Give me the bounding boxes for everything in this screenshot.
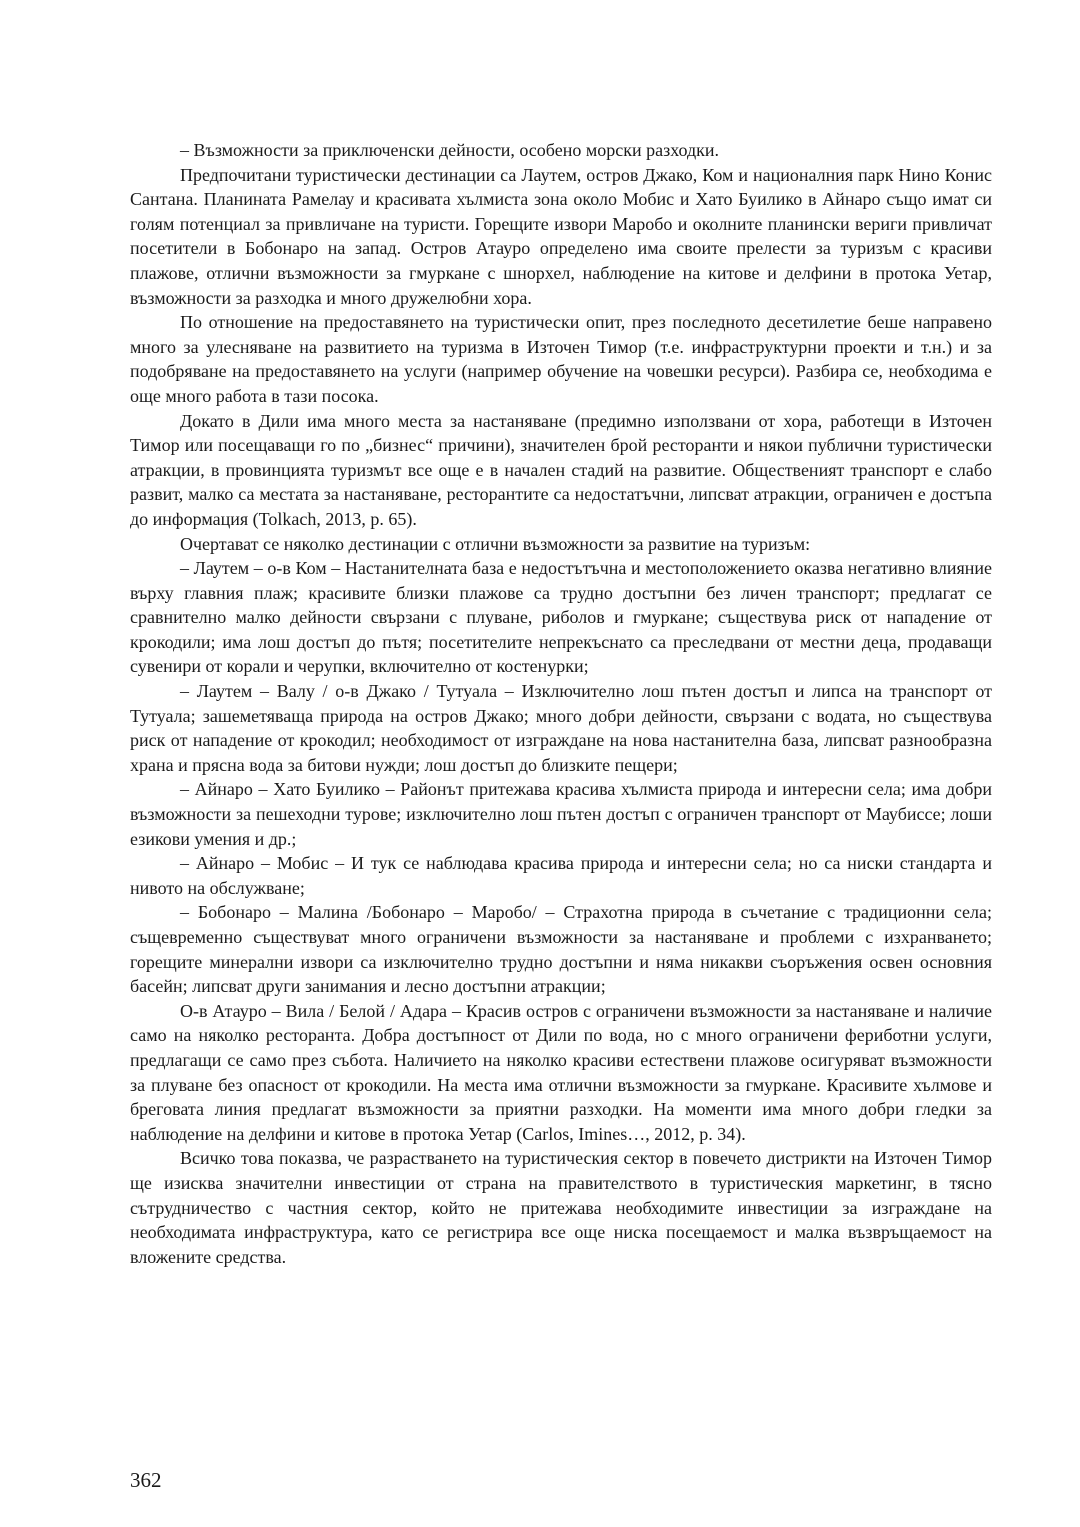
list-item-bobonaro-maliana: – Бобонаро – Малина /Бобонаро – Маробо/ – Страхотна природа в съчетание с традиционни села; същевременно съществуват много ограничени възможности за настаняване и проблеми с изхранването; горещите минерални извори са изключително трудно достъпни и няма никакви съоръжения освен основния басейн; липсват други занимания и лесно достъпни атракции; xyxy=(130,902,992,997)
paragraph-tourism-experience: По отношение на предоставянето на туристически опит, през последното десетилетие беше направено много за улесняване на развитието на туризма в Източен Тимор (т.е. инфраструктурни проекти и т.н.) и за подобряване на предоставянето на услуги (например обучение на човешки ресурси). Разбира се, необходима е още много работа в тази посока. xyxy=(130,312,992,406)
paragraph-dili-accommodation: Докато в Дили има много места за настаняване (предимно използвани от хора, работещи в Източен Тимор или посещаващи го по „бизнес“ причини), значителен брой ресторанти и някои публични туристически атракции, в провинцията туризмът все още е в начален стадий на развитие. Общественият транспорт е слабо развит, малко са местата за настаняване, ресторантите са недостатъчни, липсват атракции, ограничен е достъпа до информация (Tolkach, 2013, p. 65). xyxy=(130,410,992,529)
paragraph-atauro: О-в Атауро – Вила / Белой / Адара – Красив остров с ограничени възможности за настаняване и наличие само на няколко ресторанта. Добра достъпност от Дили по вода, но с много ограничени фериботни услуги, предлагащи се само през събота. Наличието на няколко красиви естествени плажове осигуряват възможности за плуване без опасност от крокодили. На места има отлични възможности за гмуркане. Красивите хълмове и бреговата линия предлагат възможности за приятни разходки. На моменти има много добри гледки за наблюдение на делфини и китове в протока Уетар (Carlos, Imines…, 2012, p. 34). xyxy=(130,1000,992,1144)
paragraph-adventure-activities: – Възможности за приключенски дейности, особено морски разходки. xyxy=(180,140,720,160)
page-number: 362 xyxy=(130,1468,162,1492)
list-item-ainaro-mobis: – Айнаро – Мобис – И тук се наблюдава красива природа и интересни села; но са ниски стандарта и нивото на обслужване; xyxy=(130,853,992,898)
list-item-lautem-kom: – Лаутем – о-в Ком – Настанителната база е недостътъчна и местоположението оказва негативно влияние върху главния плаж; красивите близки плажове са трудно достъпни без личен транспорт; предлагат се сравнително малко дейности свързани с плуване, риболов и гмуркане; съществува риск от нападение от крокодили; има лош достъп до пътя; посетителите непрекъснато са преследвани от местни деца, продаващи сувенири от корали и черупки, включително от костенурки; xyxy=(130,558,992,677)
list-item-lautem-jaco: – Лаутем – Валу / о-в Джако / Тутуала – Изключително лош пътен достъп и липса на транспорт от Тутуала; зашеметяваща природа на остров Джако; много добри дейности, свързани с водата, но съществува риск от нападение от крокодил; необходимост от изграждане на нова настанителна база, липсват разнообразна храна и прясна вода за битови нужди; лош достъп до близките пещери; xyxy=(130,681,992,775)
paragraph-preferred-destinations: Предпочитани туристически дестинации са Лаутем, остров Джако, Ком и националния парк Нино Конис Сантана. Планината Рамелау и красивата хълмиста зона около Мобис и Хато Буилико в Айнаро също имат си голям потенциал за привличане на туристи. Горещите извори Маробо и околните планински вериги привличат посетители в Бобонаро на запад. Остров Атауро определено има своите прелести за туризъм с красиви плажове, отлични възможности за гмуркане с шнорхел, наблюдение на китове и делфини в протока Уетар, възможности за разходка и много дружелюбни хора. xyxy=(130,164,992,308)
paragraph-conclusion: Всичко това показва, че разрастването на туристическия сектор в повечето дистрикти на Източен Тимор ще изисква значителни инвестиции от страна на правителството в туристическия маркетинг, в тясно сътрудничество с частния сектор, който не притежава необходимите инвестиции за изграждане на необходимата инфраструктура, като се регистрира все още ниска посещаемост и малка възвръщаемост на вложените средства. xyxy=(130,1148,992,1267)
paragraph-destinations-intro: Очертават се няколко дестинации с отлични възможности за развитие на туризъм: xyxy=(180,533,811,554)
list-item-ainaro-hato-builico: – Айнаро – Хато Буилико – Районът притежава красива хълмиста природа и интересни села; има добри възможности за пешеходни турове; изключително лош пътен достъп с ограничен транспорт от Маубиссе; лоши езикови умения и др.; xyxy=(130,779,992,849)
page-body xyxy=(130,138,992,1269)
